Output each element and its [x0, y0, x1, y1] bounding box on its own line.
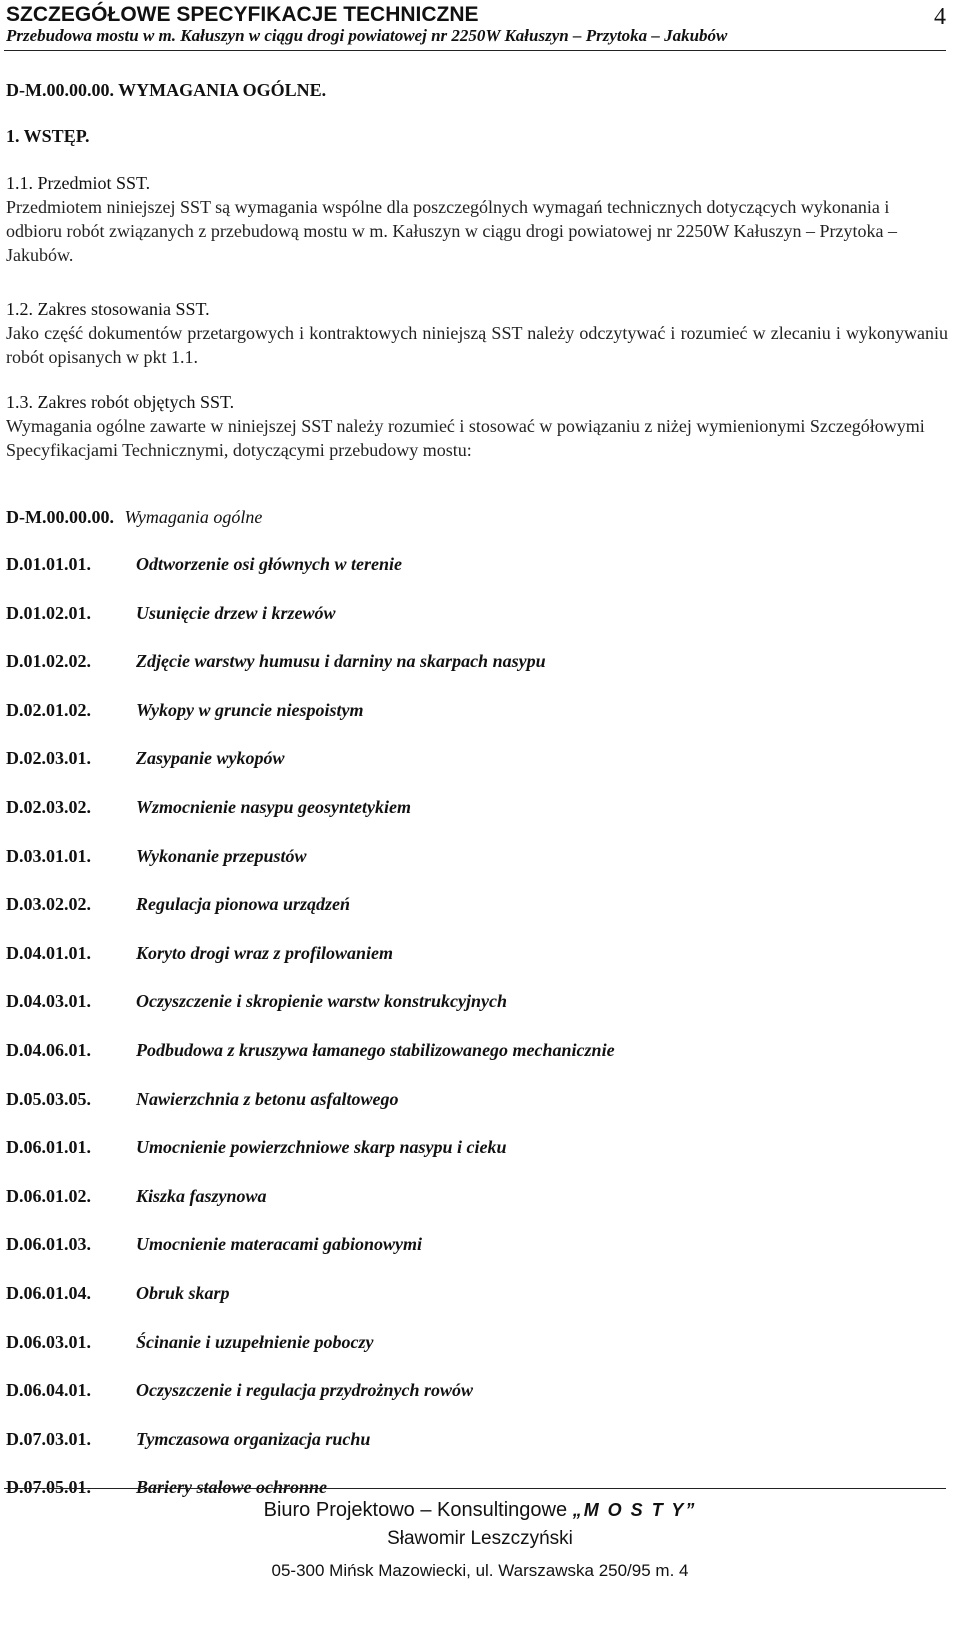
spec-code: D.05.03.05. [6, 1088, 91, 1109]
spec-list-item [6, 1184, 926, 1233]
spec-code: D.02.03.02. [6, 796, 91, 817]
section-1-1-heading: 1.1. Przedmiot SST. [6, 173, 151, 193]
footer-firm-name: „M O S T Y” [572, 1500, 697, 1520]
footer-company [0, 1497, 960, 1523]
spec-name: Wykonanie przepustów [136, 845, 307, 866]
spec-code: D.01.02.01. [6, 602, 91, 623]
section-1-1-text: Przedmiotem niniejszej SST są wymagania wspólne dla poszczególnych wymagań technicznych dotyczących wykonania i odbioru robót związanych z przebudową mostu w m. Kałuszyn w ciągu drogi powiatowej nr 2250W Kałuszyn – Przytoka – Jakubów. [6, 197, 897, 265]
section-1-3-heading: 1.3. Zakres robót objętych SST. [6, 392, 235, 412]
spec-code: D.06.03.01. [6, 1331, 91, 1352]
page-number: 4 [934, 4, 946, 30]
spec-name: Podbudowa z kruszywa łamanego stabilizowanego mechanicznie [136, 1039, 615, 1060]
spec-general [6, 505, 262, 529]
header-subtitle: Przebudowa mostu w m. Kałuszyn w ciągu drogi powiatowej nr 2250W Kałuszyn – Przytoka – Jakubów [6, 26, 728, 45]
spec-list-item [6, 649, 926, 698]
spec-list-item [6, 1232, 926, 1281]
spec-name: Regulacja pionowa urządzeń [136, 894, 351, 915]
spec-name: Zdjęcie warstwy humusu i darniny na skarpach nasypu [136, 651, 546, 672]
spec-name: Umocnienie materacami gabionowymi [136, 1234, 422, 1255]
spec-code: D.04.03.01. [6, 991, 91, 1012]
spec-list [6, 552, 926, 1524]
spec-list-item [6, 892, 926, 941]
spec-code: D.01.01.01. [6, 554, 91, 574]
footer-address: 05-300 Mińsk Mazowiecki, ul. Warszawska 250/95 m. 4 [271, 1561, 689, 1580]
spec-code: D.03.01.01. [6, 845, 91, 866]
spec-list-item [6, 1378, 926, 1427]
spec-name: Ścinanie i uzupełnienie poboczy [136, 1331, 374, 1352]
spec-list-item [6, 989, 926, 1038]
spec-code: D.06.04.01. [6, 1380, 91, 1401]
spec-list-item [6, 1038, 926, 1087]
spec-list-item [6, 1087, 926, 1136]
spec-name: Wymagania ogólne [124, 507, 263, 527]
spec-name: Zasypanie wykopów [136, 748, 285, 769]
spec-name: Odtworzenie osi głównych w terenie [136, 554, 403, 574]
header-title: SZCZEGÓŁOWE SPECYFIKACJE TECHNICZNE [6, 3, 479, 26]
spec-list-item [6, 941, 926, 990]
spec-name: Tymczasowa organizacja ruchu [136, 1428, 371, 1449]
spec-name: Kiszka faszynowa [136, 1185, 267, 1206]
section-1-3-text: Wymagania ogólne zawarte w niniejszej SST należy rozumieć i stosować w powiązaniu z niżej wymienionymi Szczegółowymi Specyfikacjami Technicznymi, dotyczącymi przebudowy mostu: [6, 416, 925, 460]
spec-name: Oczyszczenie i skropienie warstw konstrukcyjnych [136, 991, 508, 1012]
spec-name: Wykopy w gruncie niespoistym [136, 699, 364, 720]
spec-list-item [6, 1281, 926, 1330]
spec-list-item [6, 1427, 926, 1476]
spec-list-item [6, 601, 926, 650]
section-1-2-heading: 1.2. Zakres stosowania SST. [6, 299, 210, 319]
spec-list-item [6, 1330, 926, 1379]
spec-code: D.06.01.03. [6, 1234, 91, 1255]
spec-list-item [6, 698, 926, 747]
footer-divider [4, 1488, 946, 1489]
spec-list-item [6, 795, 926, 844]
spec-name: Koryto drogi wraz z profilowaniem [136, 942, 394, 963]
spec-name: Obruk skarp [136, 1282, 230, 1303]
spec-name: Bariery stalowe ochronne [136, 1477, 328, 1498]
spec-name: Oczyszczenie i regulacja przydrożnych rowów [136, 1380, 473, 1401]
spec-code: D.06.01.01. [6, 1137, 91, 1158]
spec-code: D.07.05.01. [6, 1477, 91, 1498]
spec-code: D.06.01.04. [6, 1282, 91, 1303]
spec-code: D-M.00.00.00. [6, 507, 114, 527]
main-heading: D-M.00.00.00. WYMAGANIA OGÓLNE. [6, 80, 327, 100]
spec-code: D.02.03.01. [6, 748, 91, 769]
spec-code: D.02.01.02. [6, 699, 91, 720]
spec-code: D.06.01.02. [6, 1185, 91, 1206]
spec-list-item [6, 552, 926, 601]
spec-code: D.07.03.01. [6, 1428, 91, 1449]
footer-person: Sławomir Leszczyński [387, 1528, 573, 1549]
section-1-heading: 1. WSTĘP. [6, 126, 90, 146]
spec-name: Usunięcie drzew i krzewów [136, 602, 336, 623]
spec-name: Umocnienie powierzchniowe skarp nasypu i cieku [136, 1137, 507, 1158]
spec-code: D.01.02.02. [6, 651, 91, 672]
spec-list-item [6, 746, 926, 795]
footer-company-name: Biuro Projektowo – Konsultingowe [263, 1499, 568, 1521]
spec-code: D.03.02.02. [6, 894, 91, 915]
header-divider [4, 50, 946, 51]
spec-name: Nawierzchnia z betonu asfaltowego [136, 1088, 399, 1109]
spec-code: D.04.01.01. [6, 942, 91, 963]
spec-code: D.04.06.01. [6, 1039, 91, 1060]
spec-list-item [6, 1135, 926, 1184]
spec-list-item [6, 844, 926, 893]
spec-name: Wzmocnienie nasypu geosyntetykiem [136, 796, 411, 817]
section-1-2-text: Jako część dokumentów przetargowych i kontraktowych niniejszą SST należy odczytywać i rozumieć w zlecaniu i wykonywaniu robót opisanych w pkt 1.1. [6, 323, 948, 367]
